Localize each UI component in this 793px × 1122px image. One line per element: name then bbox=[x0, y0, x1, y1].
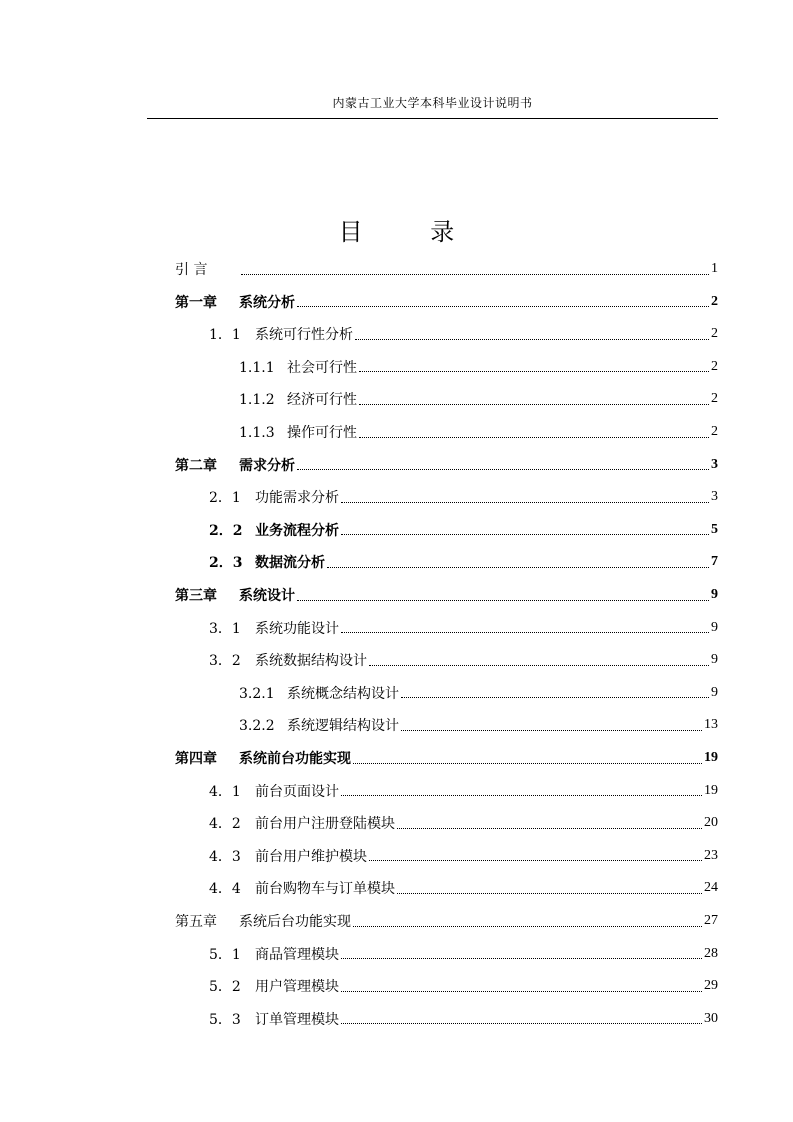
toc-entry-number: 3．1 bbox=[209, 620, 241, 637]
toc-entry-number: 1.1.2 bbox=[239, 392, 275, 409]
toc-entry-number: 5．2 bbox=[209, 979, 241, 996]
toc-entry-number: 4．1 bbox=[209, 783, 241, 800]
toc-leader-dots bbox=[241, 274, 709, 275]
toc-page-number: 2 bbox=[711, 424, 718, 439]
toc-entry-title: 系统数据结构设计 bbox=[255, 653, 367, 670]
toc-entry-title: 系统概念结构设计 bbox=[287, 685, 399, 702]
toc-leader-dots bbox=[369, 860, 702, 861]
toc-entry[interactable] bbox=[209, 970, 718, 1002]
toc-page-number: 2 bbox=[711, 358, 718, 374]
toc-entry-title: 系统功能设计 bbox=[255, 620, 339, 637]
toc-entry-number: 1．1 bbox=[209, 327, 241, 344]
toc-entry-label bbox=[209, 520, 341, 540]
toc-page-number: 9 bbox=[711, 652, 718, 668]
toc-entry-title: 系统逻辑结构设计 bbox=[287, 718, 399, 735]
toc-entry-label bbox=[175, 748, 353, 768]
toc-entry[interactable] bbox=[209, 840, 718, 872]
toc-page-number: 9 bbox=[711, 684, 718, 700]
toc-page-number: 1 bbox=[711, 261, 718, 276]
toc-leader-dots bbox=[397, 893, 702, 894]
toc-leader-dots bbox=[353, 926, 702, 927]
toc-entry[interactable] bbox=[175, 579, 718, 611]
toc-leader-dots bbox=[297, 469, 709, 470]
toc-entry-label bbox=[209, 487, 341, 507]
toc-entry-label bbox=[209, 878, 397, 898]
toc-entry[interactable] bbox=[209, 1003, 718, 1035]
toc-page-number: 9 bbox=[711, 587, 718, 602]
toc-entry-number: 第一章 bbox=[175, 294, 217, 311]
toc-entry-title: 系统前台功能实现 bbox=[239, 751, 351, 767]
toc-entry[interactable] bbox=[209, 546, 718, 578]
toc-page-number: 23 bbox=[704, 847, 718, 863]
toc-entry-number: 1.1.1 bbox=[239, 359, 275, 376]
toc-page-number: 9 bbox=[711, 619, 718, 635]
toc-entry[interactable] bbox=[239, 709, 718, 741]
toc-entry-title: 系统后台功能实现 bbox=[239, 914, 351, 930]
toc-leader-dots bbox=[297, 306, 709, 307]
toc-leader-dots bbox=[341, 1023, 702, 1024]
toc-page-number: 20 bbox=[704, 815, 718, 831]
toc-entry-title: 业务流程分析 bbox=[255, 522, 339, 539]
toc-leader-dots bbox=[341, 991, 702, 992]
toc-leader-dots bbox=[341, 795, 702, 796]
toc-entry-title: 数据流分析 bbox=[255, 555, 325, 572]
toc-entry-label bbox=[175, 292, 297, 312]
toc-page-number: 5 bbox=[711, 521, 718, 537]
toc-entry-number: 引 言 bbox=[175, 262, 208, 278]
toc-entry-label bbox=[239, 422, 359, 442]
toc-page-number: 2 bbox=[711, 293, 718, 309]
toc-entry-title: 前台用户注册登陆模块 bbox=[255, 816, 395, 833]
toc-entry-label bbox=[239, 715, 401, 735]
toc-entry-title: 功能需求分析 bbox=[255, 490, 339, 507]
toc-page-number: 3 bbox=[711, 489, 718, 505]
toc-entry[interactable] bbox=[175, 905, 718, 937]
toc-entry[interactable] bbox=[209, 481, 718, 513]
toc-entry-label bbox=[209, 552, 327, 572]
toc-entry-label bbox=[209, 976, 341, 996]
toc-leader-dots bbox=[297, 600, 709, 601]
toc-entry[interactable] bbox=[239, 416, 718, 448]
toc-page-number: 19 bbox=[704, 750, 718, 765]
toc-entry-label bbox=[209, 781, 341, 801]
toc-entry-number: 2．1 bbox=[209, 490, 241, 507]
toc-entry[interactable] bbox=[239, 383, 718, 415]
toc-entry-label bbox=[209, 324, 355, 344]
toc-entry-number: 3.2.2 bbox=[239, 718, 275, 735]
toc-entry[interactable] bbox=[175, 286, 718, 318]
toc-entry-number: 4．4 bbox=[209, 881, 241, 898]
toc-entry-number: 第三章 bbox=[175, 588, 217, 604]
toc-entry-number: 第二章 bbox=[175, 457, 217, 474]
toc-entry-number: 5．1 bbox=[209, 946, 241, 963]
toc-page-number: 19 bbox=[704, 782, 718, 798]
toc-entry-label bbox=[239, 683, 401, 703]
toc-entry-number: 4．2 bbox=[209, 816, 241, 833]
toc-page-number: 7 bbox=[711, 554, 718, 570]
toc-leader-dots bbox=[401, 697, 709, 698]
toc-leader-dots bbox=[353, 763, 702, 764]
toc-leader-dots bbox=[397, 828, 702, 829]
toc-leader-dots bbox=[341, 958, 702, 959]
toc-entry-label bbox=[209, 650, 369, 670]
toc-entry-number: 第四章 bbox=[175, 751, 217, 767]
toc-entry-title: 经济可行性 bbox=[287, 392, 357, 409]
toc-page-number: 2 bbox=[711, 326, 718, 342]
toc-entry-number: 5．3 bbox=[209, 1011, 241, 1028]
toc-entry[interactable] bbox=[175, 253, 718, 285]
toc-entry-number: 2．3 bbox=[209, 555, 243, 572]
toc-page-number: 13 bbox=[704, 717, 718, 733]
toc-entry-title: 操作可行性 bbox=[287, 425, 357, 441]
toc-entry-number: 4．3 bbox=[209, 848, 241, 865]
toc-page-number: 30 bbox=[704, 1010, 718, 1026]
toc-entry-title: 订单管理模块 bbox=[255, 1011, 339, 1028]
toc-entry-label bbox=[209, 846, 369, 866]
toc-leader-dots bbox=[369, 665, 709, 666]
toc-entry-title: 前台购物车与订单模块 bbox=[255, 881, 395, 898]
toc-title: 目 录 bbox=[338, 218, 485, 246]
toc-entry-label bbox=[239, 389, 359, 409]
toc-entry[interactable] bbox=[209, 938, 718, 970]
toc-entry[interactable] bbox=[209, 318, 718, 350]
toc-entry-title: 系统分析 bbox=[239, 294, 295, 311]
toc-entry-label bbox=[239, 357, 359, 377]
toc-entry-label bbox=[175, 585, 297, 605]
toc-entry-title: 需求分析 bbox=[239, 457, 295, 474]
toc-entry-number: 2．2 bbox=[209, 522, 243, 539]
toc-leader-dots bbox=[359, 371, 709, 372]
toc-entry-label bbox=[209, 618, 341, 638]
toc-leader-dots bbox=[341, 534, 709, 535]
toc-entry[interactable] bbox=[209, 612, 718, 644]
toc-entry-number: 3.2.1 bbox=[239, 685, 275, 702]
toc-entry-label bbox=[175, 259, 241, 279]
toc-page-number: 27 bbox=[704, 913, 718, 928]
toc-entry-title: 前台用户维护模块 bbox=[255, 848, 367, 865]
toc-entry-label bbox=[175, 455, 297, 475]
toc-entry[interactable] bbox=[175, 742, 718, 774]
toc-entry-label bbox=[209, 1009, 341, 1029]
toc-entry[interactable] bbox=[239, 351, 718, 383]
toc-entry[interactable] bbox=[209, 872, 718, 904]
toc-leader-dots bbox=[359, 404, 709, 405]
toc-entry[interactable] bbox=[209, 807, 718, 839]
toc-page-number: 24 bbox=[704, 880, 718, 896]
toc-entry-number: 第五章 bbox=[175, 914, 217, 930]
toc-entry-label bbox=[175, 911, 353, 931]
page-header: 内蒙古工业大学本科毕业设计说明书 bbox=[332, 96, 533, 110]
toc-entry-title: 社会可行性 bbox=[287, 359, 357, 376]
toc-entry-label bbox=[209, 813, 397, 833]
toc-leader-dots bbox=[359, 437, 709, 438]
toc-leader-dots bbox=[401, 730, 702, 731]
toc-entry-title: 用户管理模块 bbox=[255, 979, 339, 996]
toc-leader-dots bbox=[341, 502, 709, 503]
toc-entry[interactable] bbox=[209, 514, 718, 546]
toc-leader-dots bbox=[341, 632, 709, 633]
toc-entry[interactable] bbox=[175, 449, 718, 481]
toc-leader-dots bbox=[355, 339, 709, 340]
toc-entry[interactable] bbox=[239, 677, 718, 709]
toc-page-number: 2 bbox=[711, 391, 718, 407]
toc-entry-title: 系统设计 bbox=[239, 588, 295, 604]
header-rule bbox=[147, 118, 718, 119]
toc-entry[interactable] bbox=[209, 775, 718, 807]
toc-entry-title: 商品管理模块 bbox=[255, 946, 339, 963]
toc-entry-number: 3．2 bbox=[209, 653, 241, 670]
toc-entry-label bbox=[209, 944, 341, 964]
toc-page-number: 29 bbox=[704, 978, 718, 994]
toc-leader-dots bbox=[327, 567, 709, 568]
toc-entry-number: 1.1.3 bbox=[239, 425, 275, 441]
toc-page-number: 3 bbox=[711, 456, 718, 472]
toc-entry-title: 系统可行性分析 bbox=[255, 327, 353, 344]
toc-entry[interactable] bbox=[209, 644, 718, 676]
toc-entry-title: 前台页面设计 bbox=[255, 783, 339, 800]
toc-page-number: 28 bbox=[704, 945, 718, 961]
